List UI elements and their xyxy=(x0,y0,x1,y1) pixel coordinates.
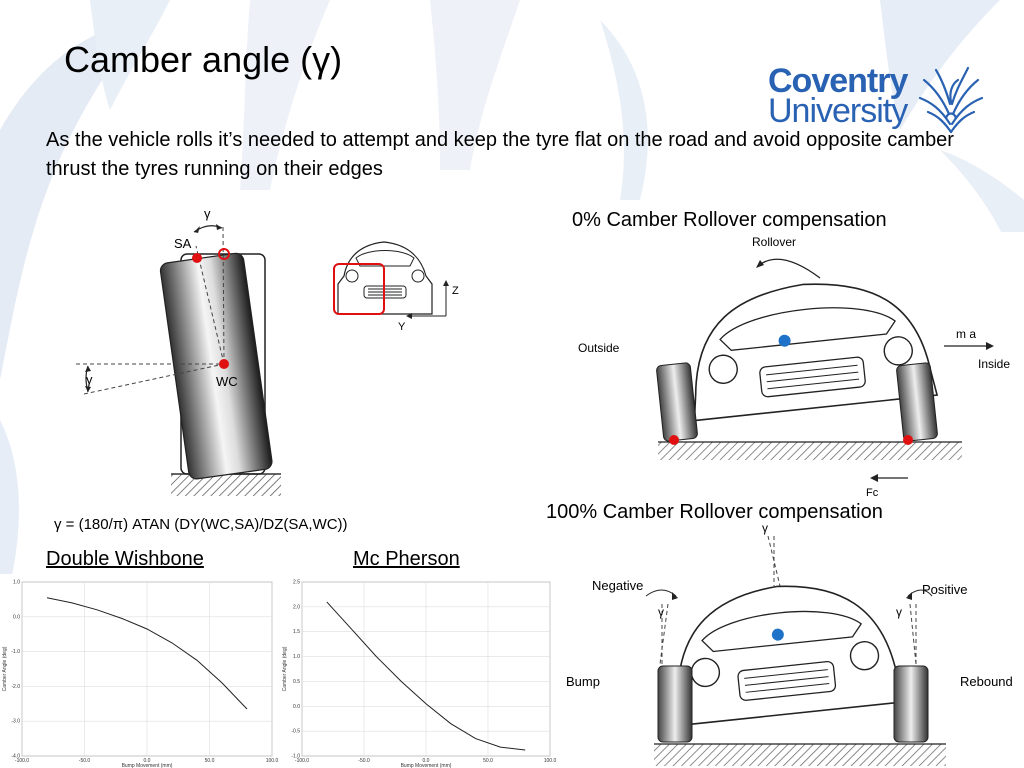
y-tick-label: 0.0 xyxy=(13,614,20,621)
mc-pherson-link[interactable]: Mc Pherson xyxy=(353,548,460,570)
rebound-tyre xyxy=(894,666,928,742)
coventry-university-logo xyxy=(768,62,988,138)
inside-label: Inside xyxy=(978,357,1011,371)
sa-label: SA xyxy=(174,236,192,251)
intro-paragraph: As the vehicle rolls it’s needed to attempt and keep the tyre flat on the road and avoid opposite camber thrust the tyres running on their edges xyxy=(46,129,954,180)
mc-pherson-chart xyxy=(280,574,558,768)
camber-compensation-diagram xyxy=(558,521,1024,768)
y-tick-label: 2.5 xyxy=(293,579,300,586)
gamma-left-label: γ xyxy=(86,372,93,387)
x-tick-label: 50.0 xyxy=(204,758,215,764)
outside-tyre xyxy=(656,362,698,441)
logo-text-line2: University xyxy=(768,92,908,130)
camber-formula: γ = (180/π) ATAN (DY(WC,SA)/DZ(SA,WC)) xyxy=(54,516,348,533)
y-tick-label: -1.0 xyxy=(291,753,300,760)
car-front-small xyxy=(334,242,459,333)
y-axis-label: Y xyxy=(398,321,406,333)
phoenix-icon xyxy=(916,62,986,136)
y-tick-label: -2.0 xyxy=(11,683,20,690)
caption-zero-percent: 0% Camber Rollover compensation xyxy=(572,209,887,231)
double-wishbone-link[interactable]: Double Wishbone xyxy=(46,548,204,570)
x-tick-label: -50.0 xyxy=(78,758,91,764)
inside-contact-dot xyxy=(903,435,913,445)
ground-hatch xyxy=(654,744,946,766)
bump-label: Bump xyxy=(566,674,600,689)
double-wishbone-chart xyxy=(0,574,280,768)
ground-hatch xyxy=(658,442,962,460)
wheel-centre-point xyxy=(219,359,229,369)
gamma-top-label: γ xyxy=(204,206,211,221)
outside-label: Outside xyxy=(578,341,620,355)
caption-hundred-percent: 100% Camber Rollover compensation xyxy=(546,501,883,523)
y-tick-label: 1.0 xyxy=(293,654,300,661)
y-tick-label: 0.5 xyxy=(293,678,300,685)
z-axis-label: Z xyxy=(452,285,459,297)
y-tick-label: 0.0 xyxy=(293,703,300,710)
negative-label: Negative xyxy=(592,578,644,593)
y-axis-label: Camber Angle (deg) xyxy=(282,646,288,692)
y-tick-label: -3.0 xyxy=(11,718,20,725)
x-tick-label: 100.0 xyxy=(543,758,557,764)
ma-label: m a xyxy=(956,327,977,341)
y-tick-label: -0.5 xyxy=(291,728,300,735)
y-tick-label: -4.0 xyxy=(11,753,20,760)
y-tick-label: 1.0 xyxy=(13,579,20,586)
gamma-top-label: γ xyxy=(762,521,768,535)
wc-label: WC xyxy=(216,374,238,389)
y-tick-label: 1.5 xyxy=(293,629,300,636)
x-axis-label: Bump Movement (mm) xyxy=(121,763,173,768)
x-tick-label: -100.0 xyxy=(294,758,310,764)
x-tick-label: 0.0 xyxy=(422,758,430,764)
y-tick-label: 2.0 xyxy=(293,604,300,611)
y-tick-label: -1.0 xyxy=(11,649,20,656)
gamma-left-label: γ xyxy=(658,605,664,619)
rebound-label: Rebound xyxy=(960,674,1013,689)
rollover-diagram xyxy=(574,232,1024,500)
outside-contact-dot xyxy=(669,435,679,445)
ground-hatch xyxy=(171,474,281,496)
x-tick-label: -50.0 xyxy=(358,758,370,764)
tyre-camber-diagram xyxy=(76,206,458,498)
rollover-label: Rollover xyxy=(752,235,797,249)
gamma-right-label: γ xyxy=(896,605,902,619)
y-axis-label: Camber Angle (deg) xyxy=(2,646,8,692)
logo-text-line1: Coventry xyxy=(768,62,908,100)
inside-tyre xyxy=(896,362,938,441)
bump-tyre xyxy=(658,666,692,742)
fc-label: Fc xyxy=(866,487,879,499)
slide-title: Camber angle (γ) xyxy=(64,39,343,80)
x-tick-label: 50.0 xyxy=(483,758,493,764)
x-tick-label: 0.0 xyxy=(143,758,151,764)
x-axis-label: Bump Movement (mm) xyxy=(400,763,452,768)
x-tick-label: 100.0 xyxy=(265,758,279,764)
x-tick-label: -100.0 xyxy=(14,758,30,764)
positive-label: Positive xyxy=(922,582,968,597)
steering-axis-point xyxy=(192,253,202,263)
